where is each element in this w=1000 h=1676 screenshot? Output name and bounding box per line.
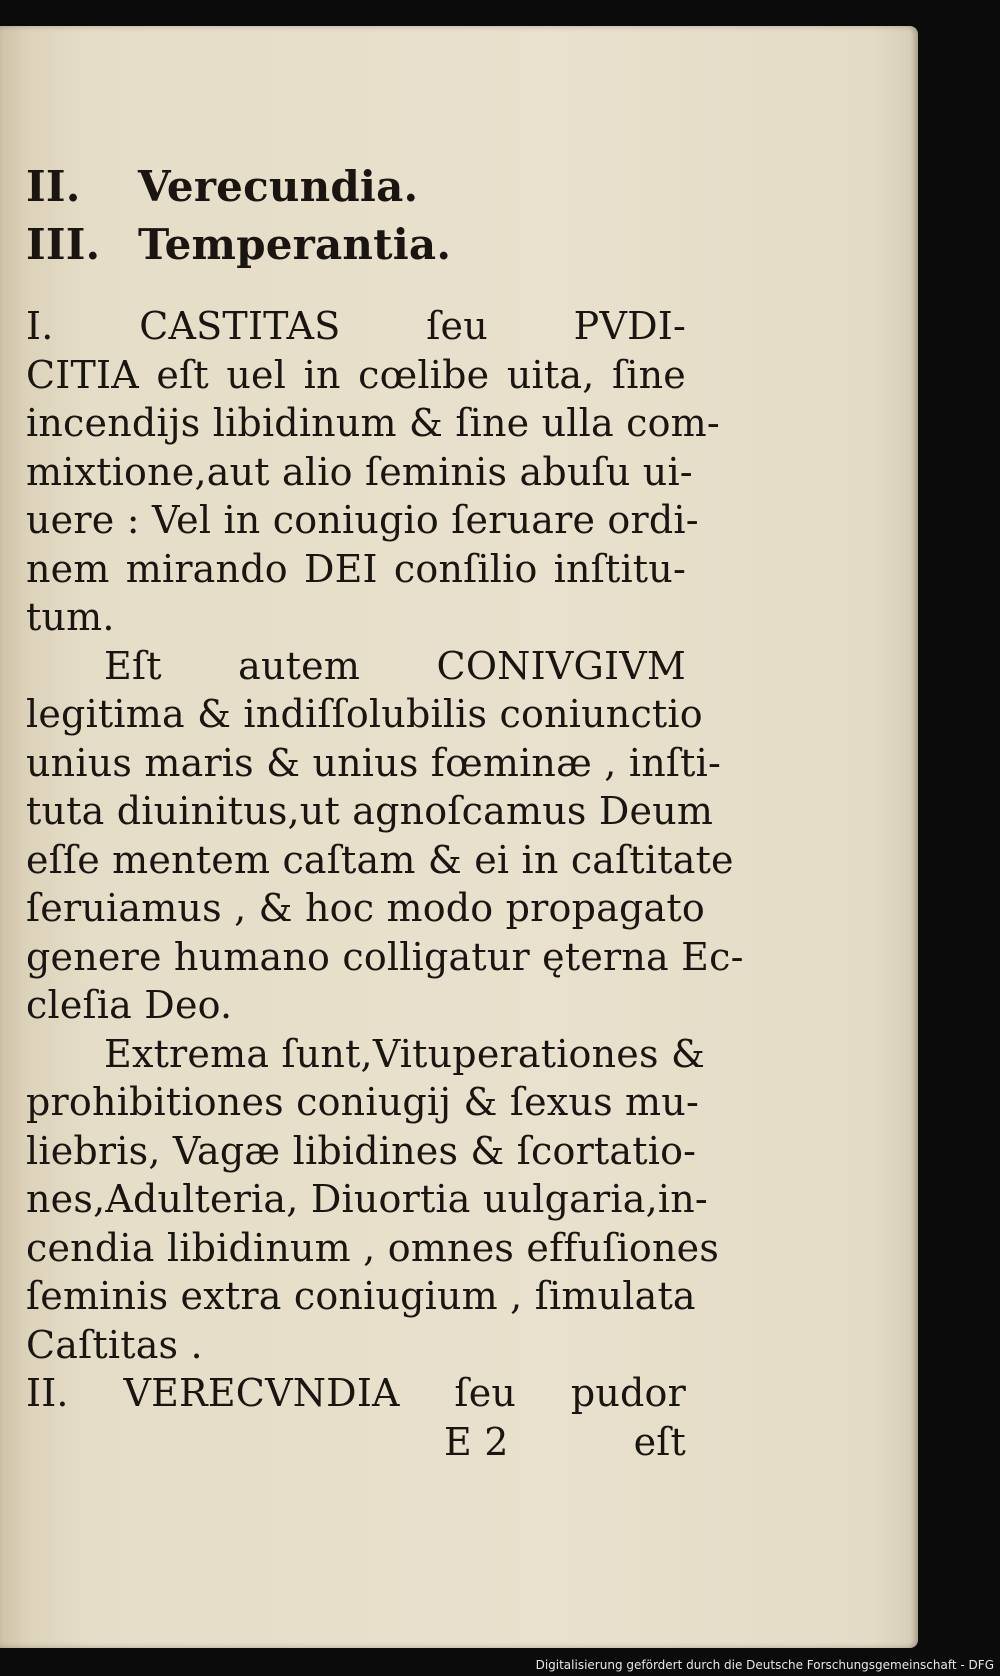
text-line: liebris, Vagæ libidines & ſcortatio- [26,1128,697,1173]
text-line: Caſtitas . [26,1322,203,1367]
text-line: Extrema ſunt,Vituperationes & [104,1031,705,1076]
text-line: mixtione,aut alio ſeminis abuſu ui- [26,449,693,494]
text-line: tuta diuinitus,ut agnoſcamus Deum [26,789,714,833]
text-line: ſeminis extra coniugium , ſimulata [26,1274,696,1318]
text-line: incendijs libidinum & ſine ulla com- [26,401,720,445]
text-line: eſſe mentem caſtam & ei in caſtitate [26,837,734,882]
heading-line [26,216,686,274]
text-line: Eſt autem CONIVGIVM [104,643,686,688]
heading-line [26,158,686,216]
digitization-credit: Digitalisierung gefördert durch die Deutsche Forschungsgemeinschaft - DFG [535,1658,994,1672]
text-line: cendia libidinum , omnes effuſiones [26,1225,720,1270]
text-line: prohibitiones coniugij & ſexus mu- [26,1080,700,1124]
text-line: ſeruiamus , & hoc modo propagato [26,886,705,930]
signature-line [26,1418,686,1466]
catchword: eſt [633,1419,686,1464]
text-line: nem mirando DEI conſilio inſtitu- [26,546,686,591]
text-line: nes,Adulteria, Diuortia uulgaria,in- [26,1177,708,1221]
heading-number: II. [26,162,81,211]
page-text [26,158,744,1466]
text-line: cleſia Deo. [26,983,233,1027]
book-page [0,26,918,1648]
text-line: CITIA eſt uel in cœlibe uita, ſine [26,352,686,397]
text-line: genere humano colligatur ęterna Ec- [26,934,744,979]
heading-label: Temperantia. [138,220,452,269]
text-line: uere : Vel in coniugio ſeruare ordi- [26,498,699,542]
text-line: I. CASTITAS ſeu PVDI- [26,304,686,348]
heading-label: Verecundia. [138,162,419,211]
text-line: unius maris & unius fœminæ , inſti- [26,740,722,785]
text-line: legitima & indiſſolubilis coniunctio [26,692,703,736]
heading-number: III. [26,220,101,269]
text-line: II. VERECVNDIA ſeu pudor [26,1371,686,1415]
signature-mark: E 2 [444,1419,509,1464]
text-line: tum. [26,595,115,639]
